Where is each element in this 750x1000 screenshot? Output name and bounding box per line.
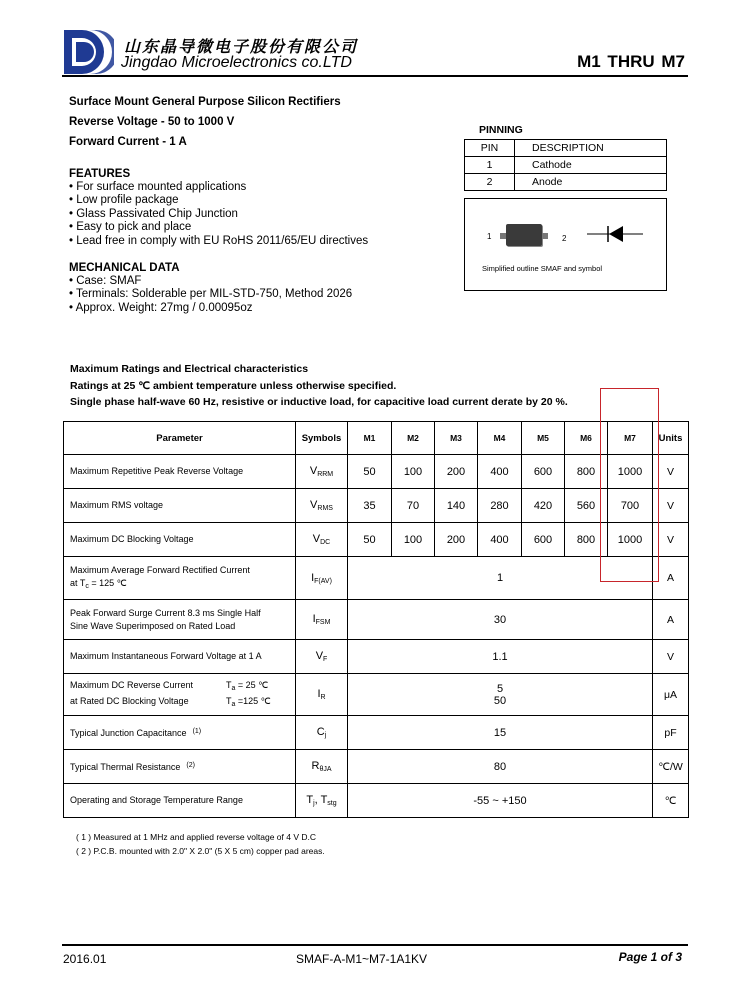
mechanical-list bbox=[69, 275, 352, 315]
model-column-header: M5 bbox=[522, 422, 565, 455]
value-cell: 420 bbox=[522, 489, 565, 523]
footnote: ( 2 ) P.C.B. mounted with 2.0" X 2.0" (5 X 5 cm) copper pad areas. bbox=[76, 846, 325, 856]
pin-description: Anode bbox=[515, 174, 667, 191]
mechanical-item: • Terminals: Solderable per MIL-STD-750, Method 2026 bbox=[69, 288, 352, 301]
value-cell: 200 bbox=[435, 455, 478, 489]
symbols-column-header: Symbols bbox=[296, 422, 348, 455]
value-cell: 700 bbox=[608, 489, 653, 523]
features-list bbox=[69, 181, 368, 248]
smaf-package-icon bbox=[506, 224, 542, 246]
value-cell: 600 bbox=[522, 455, 565, 489]
part-number-title: M1 THRU M7 bbox=[577, 52, 685, 71]
symbol-cell: $R_{\theta JA}$ bbox=[296, 750, 348, 784]
pinning-heading: PINNING bbox=[479, 124, 523, 136]
symbol-cell: $V_{RMS}$ bbox=[296, 489, 348, 523]
package-pin1-label: 1 bbox=[487, 232, 492, 241]
unit-cell: A bbox=[653, 557, 689, 600]
package-pin2-label: 2 bbox=[562, 234, 567, 243]
value-cell: 50 bbox=[348, 455, 392, 489]
table-row bbox=[64, 750, 689, 784]
parameter-cell: Maximum RMS voltage bbox=[64, 489, 296, 523]
ratings-note-load: Single phase half-wave 60 Hz, resistive or inductive load, for capacitive load current derate by 20 %. bbox=[70, 396, 568, 408]
features-heading: FEATURES bbox=[69, 168, 131, 180]
unit-cell: A bbox=[653, 600, 689, 640]
description-column-header: DESCRIPTION bbox=[515, 140, 667, 157]
value-cell: 30 bbox=[348, 600, 653, 640]
unit-cell: μA bbox=[653, 674, 689, 716]
parameter-cell: Maximum Repetitive Peak Reverse Voltage bbox=[64, 455, 296, 489]
table-row bbox=[64, 523, 689, 557]
table-row bbox=[64, 674, 689, 716]
parameter-cell: Maximum Average Forward Rectified Current at $T_c = 125$ ℃ bbox=[64, 557, 296, 600]
pinning-table bbox=[464, 139, 667, 191]
parameter-cell: Maximum DC Reverse Current $T_a = 25$ ℃ at Rated DC Blocking Voltage $T_a =125$ ℃ bbox=[64, 674, 296, 716]
pin-number: 2 bbox=[465, 174, 515, 191]
value-cell: 400 bbox=[478, 523, 522, 557]
value-cell: 15 bbox=[348, 716, 653, 750]
symbol-cell: $V_F$ bbox=[296, 640, 348, 674]
parameter-column-header: Parameter bbox=[64, 422, 296, 455]
unit-cell: ℃/W bbox=[653, 750, 689, 784]
parameter-cell: Maximum Instantaneous Forward Voltage at 1 A bbox=[64, 640, 296, 674]
value-cell: 280 bbox=[478, 489, 522, 523]
parameter-cell: Maximum DC Blocking Voltage bbox=[64, 523, 296, 557]
mechanical-item: • Case: SMAF bbox=[69, 275, 352, 288]
value-cell: 400 bbox=[478, 455, 522, 489]
symbol-cell: $I_{F(AV)}$ bbox=[296, 557, 348, 600]
ratings-table bbox=[63, 421, 689, 818]
unit-cell: V bbox=[653, 455, 689, 489]
page-number: Page 1 of 3 bbox=[618, 950, 682, 964]
reverse-voltage-spec: Reverse Voltage - 50 to 1000 V bbox=[69, 116, 235, 128]
symbol-cell: $V_{DC}$ bbox=[296, 523, 348, 557]
symbol-cell: $I_{FSM}$ bbox=[296, 600, 348, 640]
pin-number: 1 bbox=[465, 157, 515, 174]
unit-cell: V bbox=[653, 489, 689, 523]
value-cell: -55 ~ +150 bbox=[348, 784, 653, 818]
feature-item: • Glass Passivated Chip Junction bbox=[69, 208, 368, 221]
model-column-header: M4 bbox=[478, 422, 522, 455]
company-logo bbox=[62, 28, 114, 76]
value-cell: 1.1 bbox=[348, 640, 653, 674]
parameter-cell: Operating and Storage Temperature Range bbox=[64, 784, 296, 818]
value-cell: 800 bbox=[565, 523, 608, 557]
model-column-header: M6 bbox=[565, 422, 608, 455]
ratings-note-ambient: Ratings at 25 ℃ ambient temperature unless otherwise specified. bbox=[70, 380, 397, 392]
symbol-cell: $C_j$ bbox=[296, 716, 348, 750]
value-cell: 1000 bbox=[608, 455, 653, 489]
header-divider bbox=[62, 75, 688, 77]
feature-item: • For surface mounted applications bbox=[69, 181, 368, 194]
value-cell: 35 bbox=[348, 489, 392, 523]
value-cell: 1000 bbox=[608, 523, 653, 557]
table-row bbox=[64, 455, 689, 489]
model-column-header: M1 bbox=[348, 422, 392, 455]
table-row bbox=[64, 557, 689, 600]
package-caption: Simplified outline SMAF and symbol bbox=[482, 264, 603, 273]
footnote: ( 1 ) Measured at 1 MHz and applied reverse voltage of 4 V D.C bbox=[76, 832, 317, 842]
m7-column-highlight bbox=[600, 388, 659, 582]
mechanical-heading: MECHANICAL DATA bbox=[69, 262, 180, 274]
value-cell: 70 bbox=[392, 489, 435, 523]
value-cell: 1 bbox=[348, 557, 653, 600]
pin-column-header: PIN bbox=[465, 140, 515, 157]
value-cell: 80 bbox=[348, 750, 653, 784]
unit-cell: V bbox=[653, 523, 689, 557]
symbol-cell: $V_{RRM}$ bbox=[296, 455, 348, 489]
document-code: SMAF-A-M1~M7-1A1KV bbox=[296, 952, 428, 966]
value-cell: 100 bbox=[392, 523, 435, 557]
product-description: Surface Mount General Purpose Silicon Rectifiers bbox=[69, 96, 341, 108]
units-column-header: Units bbox=[653, 422, 689, 455]
value-cell: 600 bbox=[522, 523, 565, 557]
table-row bbox=[64, 784, 689, 818]
value-cell: 560 bbox=[565, 489, 608, 523]
value-cell: 140 bbox=[435, 489, 478, 523]
value-cell: 5 50 bbox=[348, 674, 653, 716]
value-cell: 800 bbox=[565, 455, 608, 489]
parameter-cell: Typical Junction Capacitance $^{(1)}$ bbox=[64, 716, 296, 750]
footer-divider bbox=[62, 944, 688, 946]
model-column-header: M3 bbox=[435, 422, 478, 455]
table-row bbox=[64, 489, 689, 523]
footer-date: 2016.01 bbox=[63, 952, 107, 966]
table-row bbox=[64, 640, 689, 674]
unit-cell: ℃ bbox=[653, 784, 689, 818]
symbol-cell: $T_j$, $T_{stg}$ bbox=[296, 784, 348, 818]
ratings-title: Maximum Ratings and Electrical characteristics bbox=[70, 363, 309, 375]
value-cell: 50 bbox=[348, 523, 392, 557]
mechanical-item: • Approx. Weight: 27mg / 0.00095oz bbox=[69, 302, 352, 315]
value-cell: 200 bbox=[435, 523, 478, 557]
unit-cell: pF bbox=[653, 716, 689, 750]
company-name-chinese: 山东晶导微电子股份有限公司 bbox=[124, 37, 359, 56]
symbol-cell: $I_R$ bbox=[296, 674, 348, 716]
parameter-cell: Peak Forward Surge Current 8.3 ms Single Half Sine Wave Superimposed on Rated Load bbox=[64, 600, 296, 640]
unit-cell: V bbox=[653, 640, 689, 674]
table-row bbox=[64, 716, 689, 750]
diode-symbol-icon bbox=[587, 223, 643, 245]
company-name-english: Jingdao Microelectronics co.LTD bbox=[121, 54, 352, 71]
model-column-header: M2 bbox=[392, 422, 435, 455]
model-column-header: M7 bbox=[608, 422, 653, 455]
forward-current-spec: Forward Current - 1 A bbox=[69, 136, 187, 148]
pin-description: Cathode bbox=[515, 157, 667, 174]
value-cell: 100 bbox=[392, 455, 435, 489]
parameter-cell: Typical Thermal Resistance $^{(2)}$ bbox=[64, 750, 296, 784]
feature-item: • Low profile package bbox=[69, 194, 368, 207]
feature-item: • Easy to pick and place bbox=[69, 221, 368, 234]
table-row bbox=[64, 600, 689, 640]
feature-item: • Lead free in comply with EU RoHS 2011/65/EU directives bbox=[69, 235, 368, 248]
